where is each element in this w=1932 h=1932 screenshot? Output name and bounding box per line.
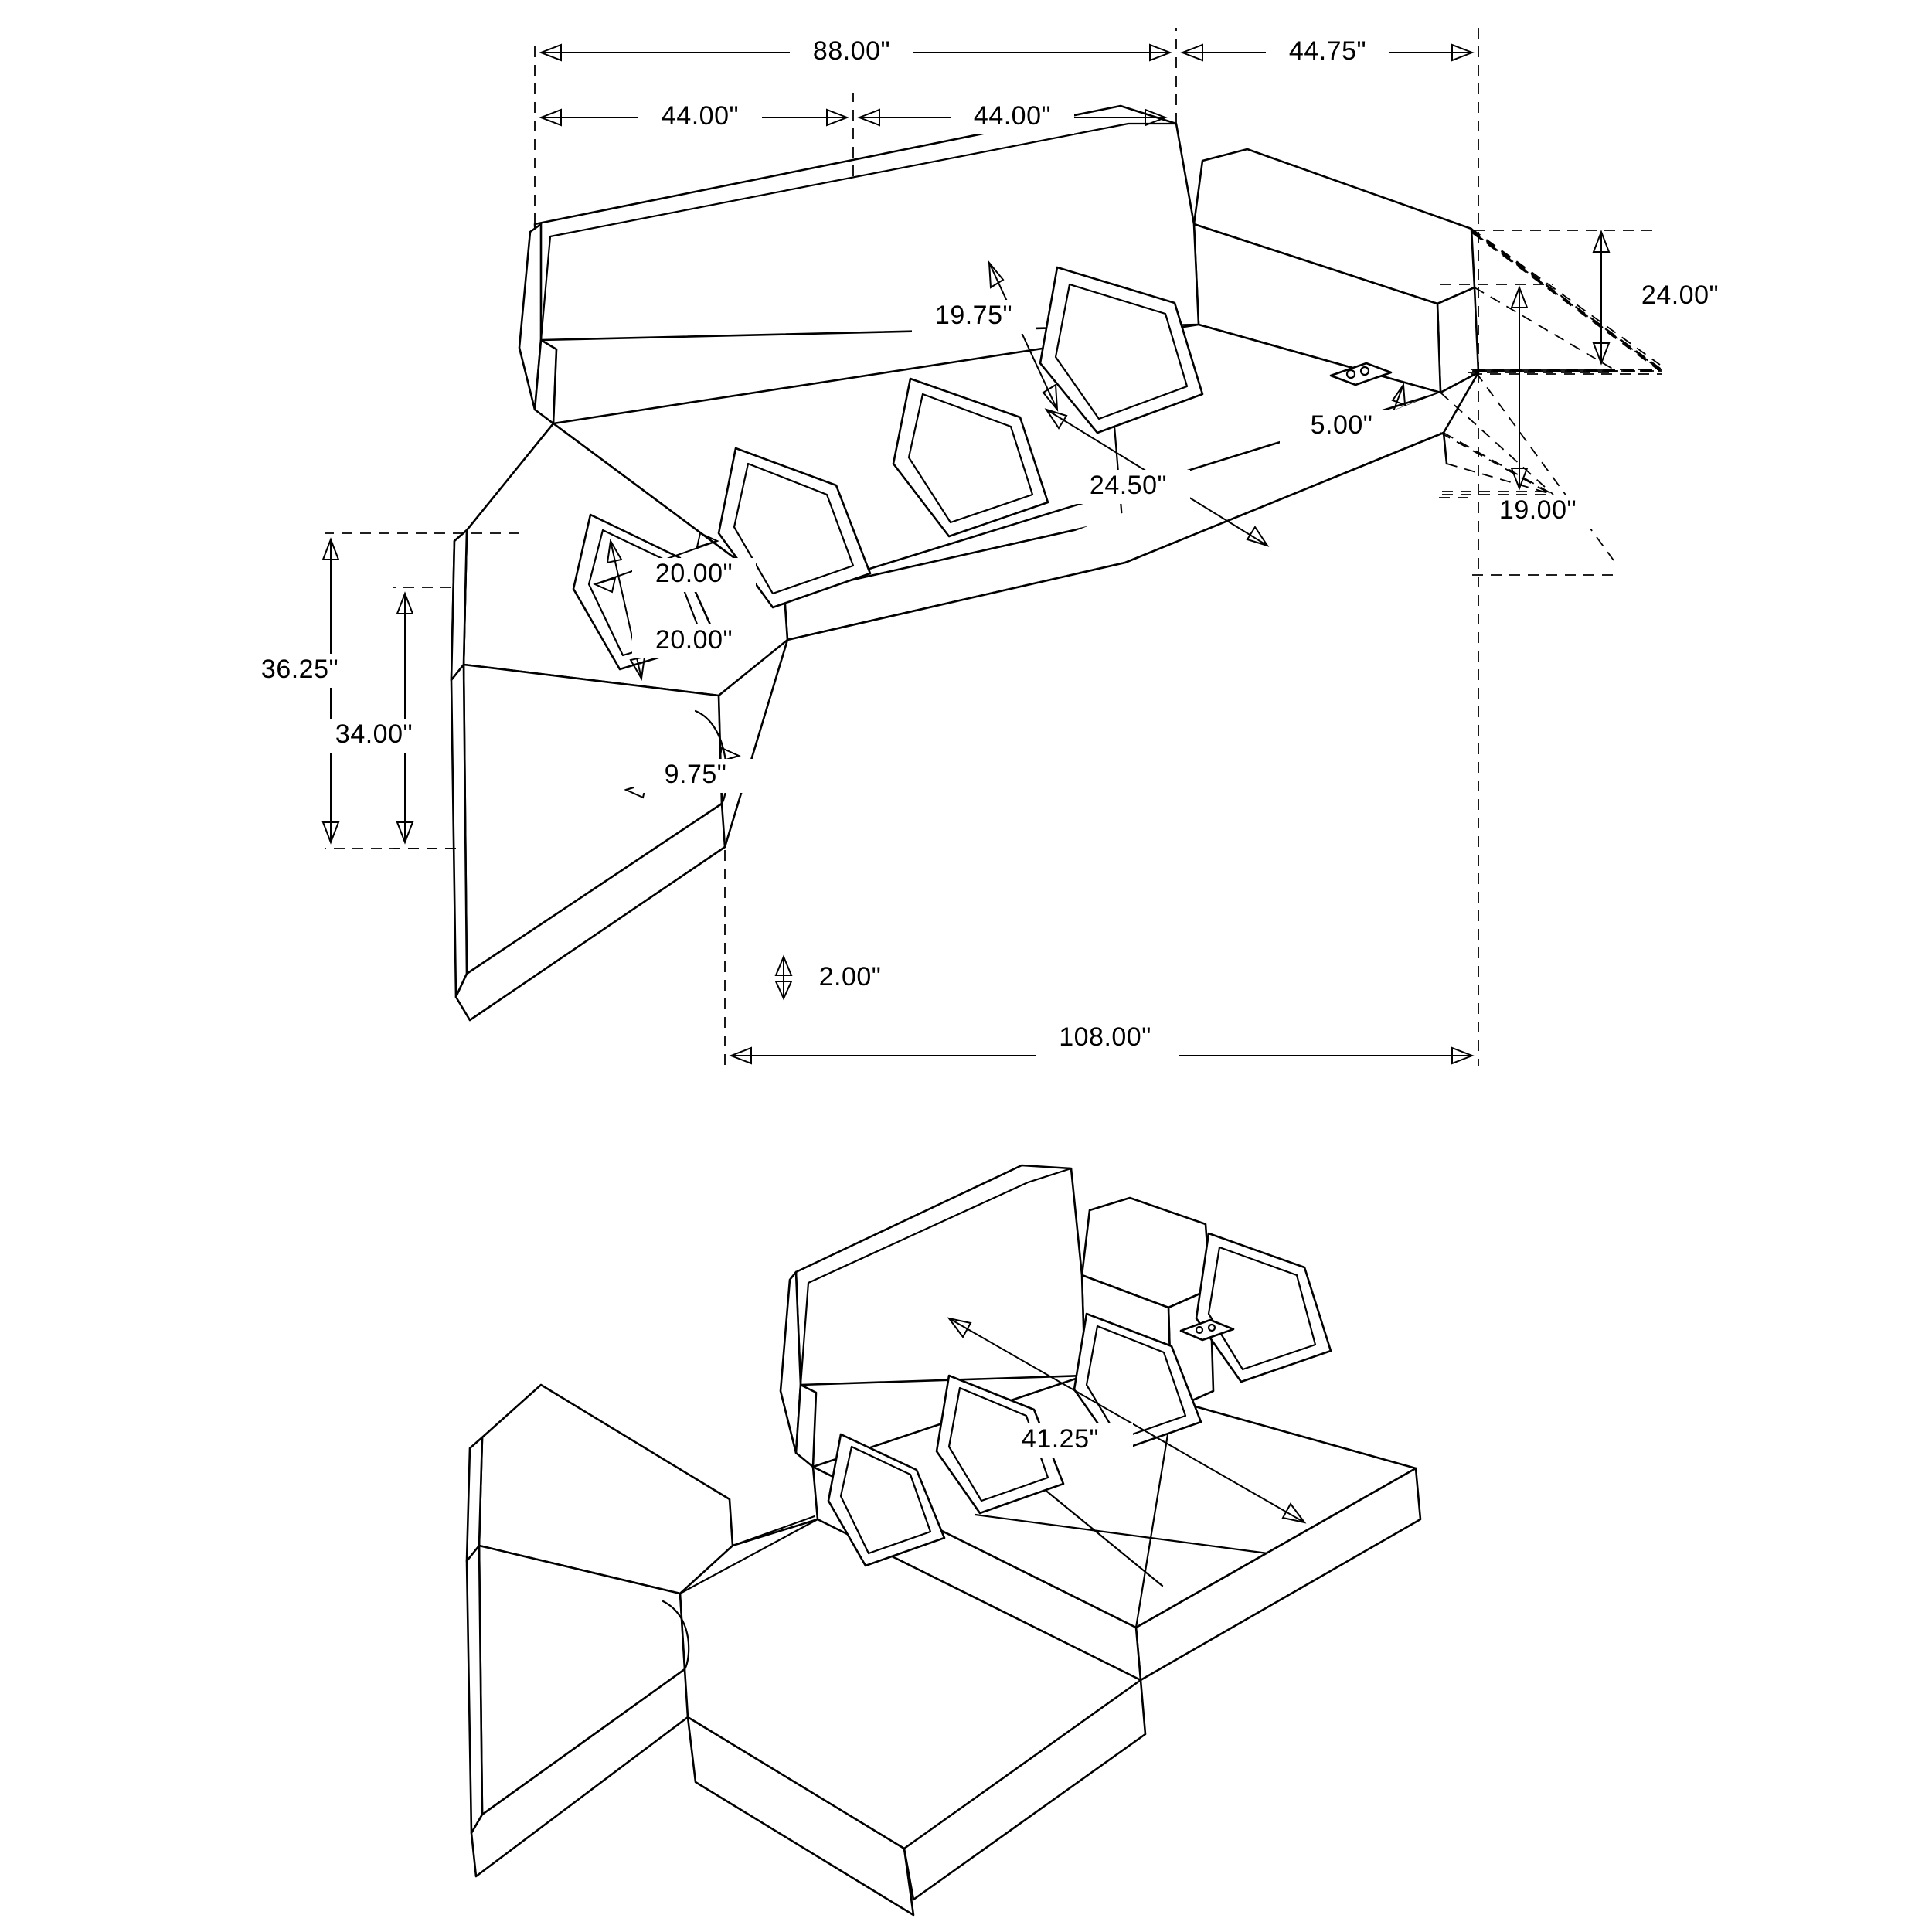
dim-label-20-width: 20.00" — [655, 558, 733, 588]
upper-view-sofa — [232, 28, 1742, 1066]
ext-19-spare2 — [1447, 464, 1553, 495]
bed-lower-right-face — [904, 1680, 1145, 1900]
dim-label-4125: 41.25" — [1021, 1423, 1100, 1454]
bed-lower-left-face — [688, 1717, 913, 1915]
dim-label-108: 108.00" — [1059, 1022, 1151, 1052]
left-arm-side-strip — [451, 530, 467, 680]
dim-label-1975: 19.75" — [934, 300, 1013, 330]
dim-label-3625: 36.25" — [260, 654, 339, 684]
dim-label-44-right: 44.00" — [973, 100, 1052, 131]
dim-label-24: 24.00" — [1641, 280, 1719, 310]
bed-left-arm-edge — [467, 1546, 482, 1833]
ext-19-spare3 — [1444, 433, 1553, 495]
bed-pillow-4 — [1196, 1233, 1331, 1382]
dim-label-4475: 44.75" — [1288, 36, 1367, 66]
bed-backrest-cap-inner — [796, 1385, 816, 1467]
ext-24-dummy2 — [1476, 372, 1614, 560]
left-arm-edge-face — [451, 665, 467, 997]
dim-label-500: 5.00" — [1310, 410, 1373, 440]
dim-label-34: 34.00" — [335, 719, 413, 749]
dim-label-2450: 24.50" — [1089, 470, 1168, 500]
dim-label-44-left: 44.00" — [661, 100, 740, 131]
dim-label-2: 2.00" — [818, 961, 882, 992]
ext-19-unused — [1440, 393, 1553, 495]
ext-24-upper-dummy — [1475, 287, 1614, 369]
bed-deck-link3 — [733, 1516, 815, 1546]
dim-label-19: 19.00" — [1498, 495, 1577, 525]
dim-label-20-height: 20.00" — [655, 624, 733, 655]
bed-backrest — [796, 1165, 1085, 1385]
dim-label-88: 88.00" — [812, 36, 891, 66]
dim-label-975: 9.75" — [664, 759, 727, 789]
lower-view-bed — [467, 1165, 1420, 1915]
